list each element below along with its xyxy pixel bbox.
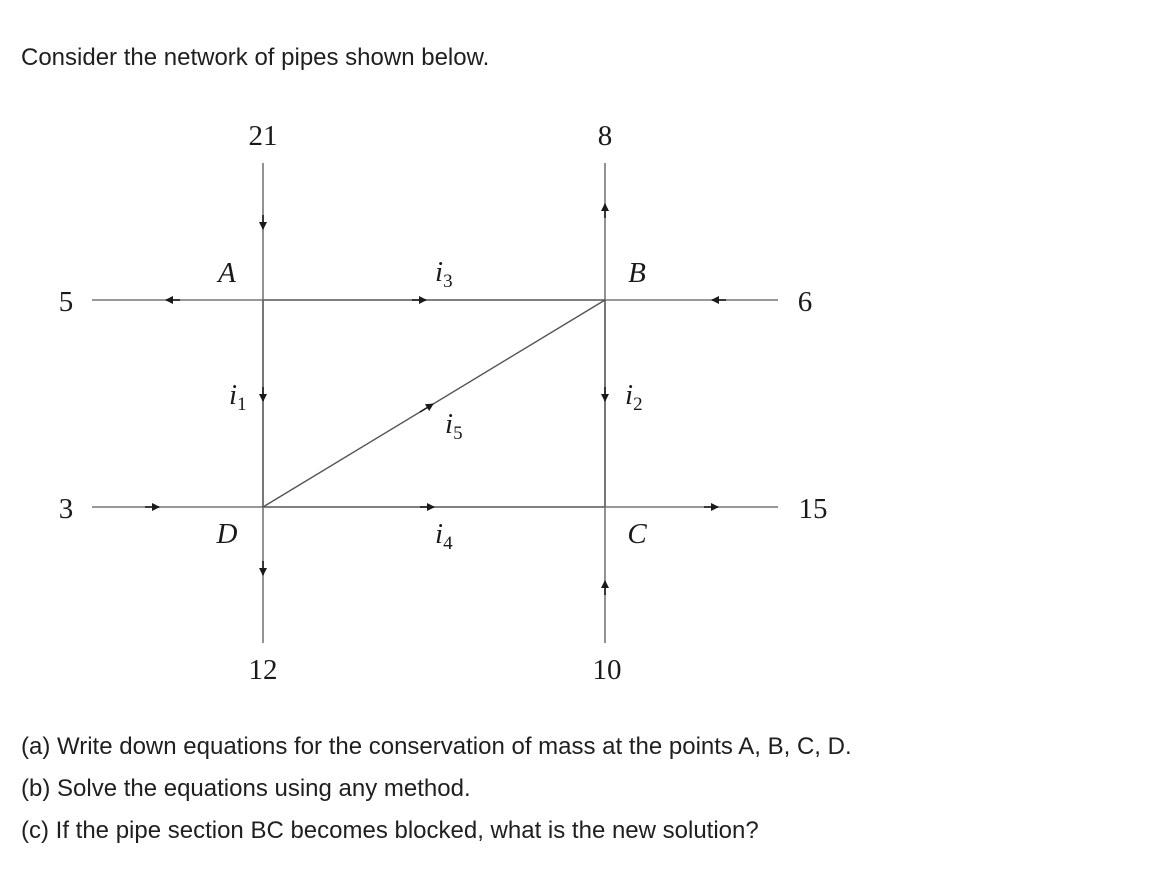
flow-label-right-bottom: 15 — [798, 493, 828, 525]
flow-label-bottom-left: 12 — [248, 654, 278, 686]
flow-label-top-left: 21 — [248, 120, 278, 152]
current-i5-base: i — [445, 408, 454, 440]
flow-label-bottom-right: 10 — [592, 654, 622, 686]
node-label-B: B — [628, 257, 646, 289]
current-i3-base: i — [435, 256, 444, 288]
current-label-i1 — [229, 379, 247, 415]
node-label-A: A — [218, 257, 236, 289]
current-i2-base: i — [625, 379, 634, 411]
question-c: (c) If the pipe section BC becomes blocked, what is the new solution? — [21, 817, 759, 844]
current-label-i2 — [625, 379, 643, 415]
flow-label-right-top: 6 — [797, 286, 813, 318]
flow-label-left-bottom: 3 — [58, 493, 74, 525]
flow-label-top-right: 8 — [597, 120, 613, 152]
node-label-D: D — [216, 518, 238, 550]
current-i4-base: i — [435, 518, 444, 550]
current-i1-base: i — [229, 379, 238, 411]
question-a: (a) Write down equations for the conservation of mass at the points A, B, C, D. — [21, 733, 852, 760]
flow-label-left-top: 5 — [58, 286, 74, 318]
current-i5-sub: 5 — [453, 423, 463, 444]
question-b: (b) Solve the equations using any method. — [21, 775, 471, 802]
current-i1-sub: 1 — [237, 394, 247, 415]
current-label-i3 — [435, 256, 453, 292]
current-label-i5 — [445, 408, 463, 444]
node-label-C: C — [627, 518, 647, 550]
current-label-i4 — [435, 518, 453, 554]
current-i2-sub: 2 — [633, 394, 643, 415]
pipe-DB — [263, 300, 605, 507]
arrow-i5-diag — [420, 404, 433, 412]
current-i4-sub: 4 — [443, 533, 453, 554]
current-i3-sub: 3 — [443, 271, 453, 292]
question-list — [21, 726, 852, 852]
intro-text: Consider the network of pipes shown below. — [21, 44, 490, 71]
